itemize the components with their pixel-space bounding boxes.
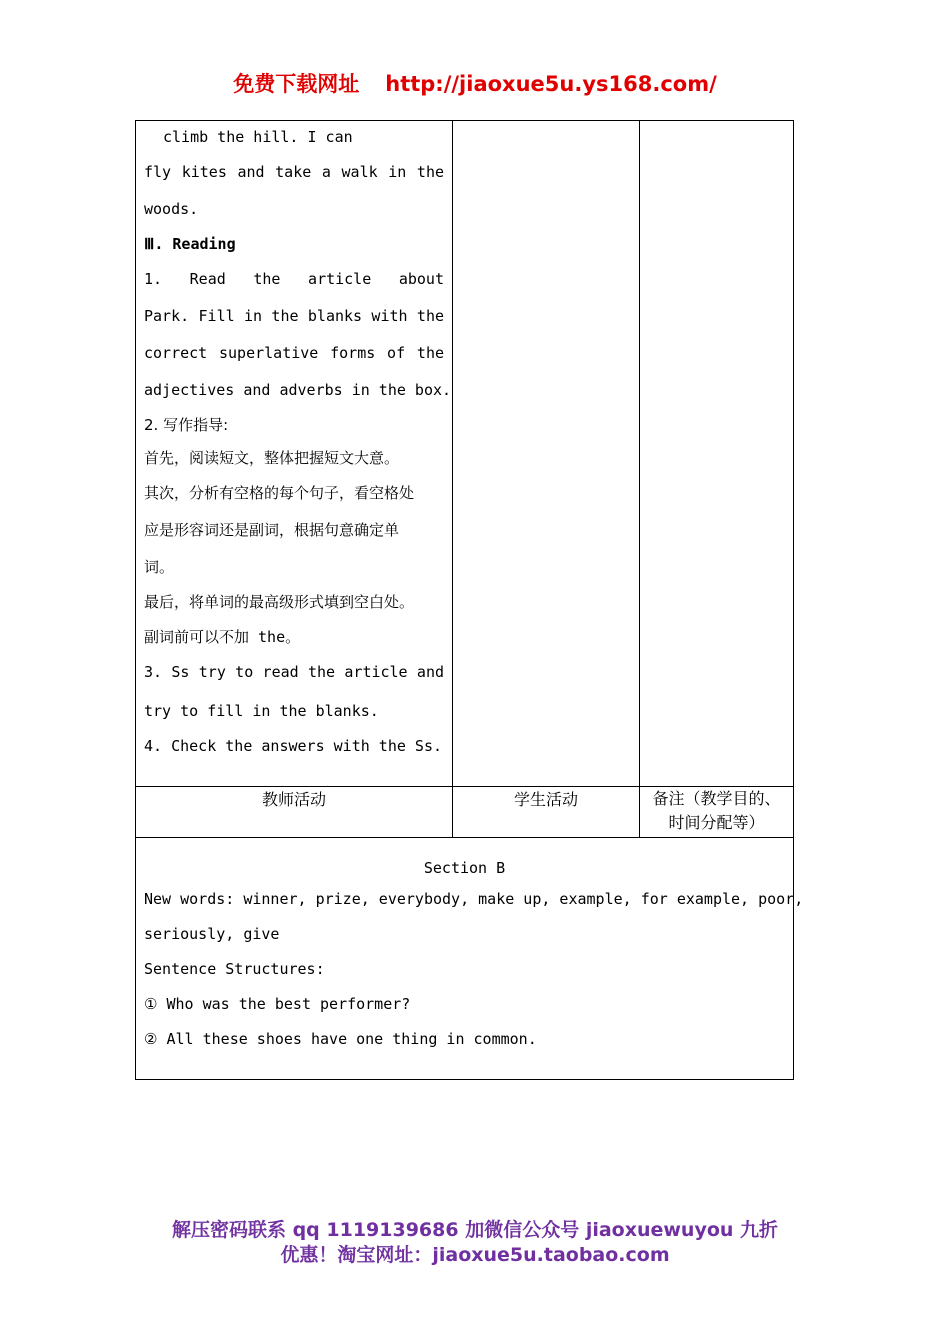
text-line: 2. 写作指导: [144,416,229,434]
notes-cell [640,121,794,787]
text-line: try to fill in the blanks. [144,702,379,720]
text-line: ② All these shoes have one thing in common. [144,1030,537,1048]
header-label: 免费下载网址 [233,72,360,96]
notes-header-line1: 备注（教学目的、 [652,789,781,808]
section-b-title: Section B [423,859,506,877]
teacher-activity-cell [136,121,453,787]
text-line: 副词前可以不加 the。 [144,628,301,646]
text-line: ① Who was the best performer? [144,995,411,1013]
notes-header [640,787,794,838]
text-line: 首先，阅读短文，整体把握短文大意。 [144,449,400,467]
page-footer [0,1218,950,1268]
text-line: 其次，分析有空格的每个句子，看空格处 [144,484,415,502]
text-line: correct superlative forms of the [144,344,444,362]
text-line: 最后，将单词的最高级形式填到空白处。 [144,593,415,611]
text-line: adjectives and adverbs in the box. [144,381,452,399]
text-line: 1. Read the article about [144,270,444,288]
section-b-row [136,838,794,1080]
text-line: 词。 [144,558,175,576]
student-activity-header: 学生活动 [453,787,640,838]
text-line: Park. Fill in the blanks with the [144,307,444,325]
text-line: fly kites and take a walk in the [144,163,444,181]
text-line: 应是形容词还是副词，根据句意确定单 [144,521,400,539]
header-url[interactable]: http://jiaoxue5u.ys168.com/ [385,72,717,96]
text-line: climb the hill. I can [163,128,353,146]
activity-row [136,121,794,787]
text-line: 4. Check the answers with the Ss. [144,737,443,755]
text-line: seriously, give [144,925,280,943]
footer-line2: 优惠！淘宝网址：jiaoxue5u.taobao.com [280,1244,670,1266]
page-header [0,68,950,98]
section-heading: Ⅲ. Reading [144,235,236,253]
section-b-cell [136,838,804,1080]
text-line: 3. Ss try to read the article and [144,663,444,681]
student-activity-cell [453,121,640,787]
text-line: woods. [144,200,199,218]
notes-header-line2: 时间分配等） [668,813,765,832]
lesson-table [135,120,804,1080]
text-line: New words: winner, prize, everybody, make up, example, for example, poor, [144,890,804,908]
text-line: Sentence Structures: [144,960,325,978]
column-header-row [136,787,794,838]
footer-line1: 解压密码联系 qq 1119139686 加微信公众号 jiaoxuewuyou 九折 [171,1219,779,1241]
teacher-activity-header: 教师活动 [136,787,453,838]
